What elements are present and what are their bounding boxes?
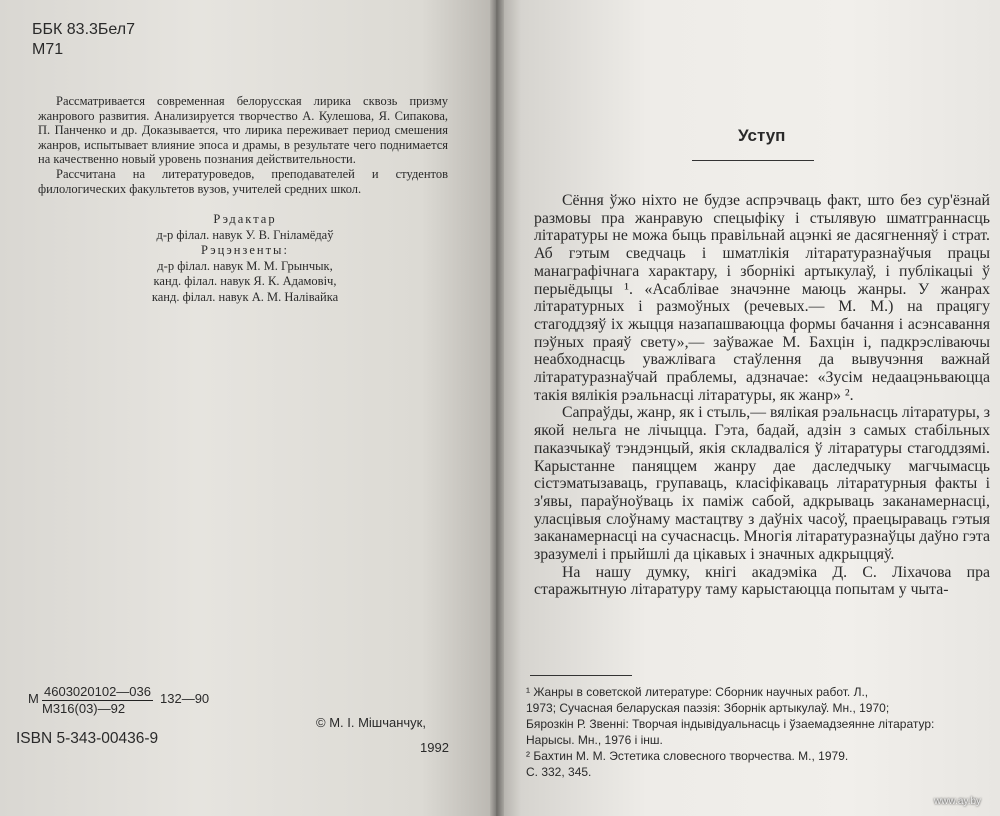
footnote-line: 1973; Сучасная беларуская паэзія: Зборнік артыкулаў. Мн., 1970; [526,701,890,715]
footnote-line: Нарысы. Мн., 1976 і інш. [526,733,663,747]
footnotes [526,684,984,780]
reviewer: д-р філал. навук М. М. Грынчык, [157,258,333,273]
catalog-fraction [42,684,153,717]
left-page [0,0,496,816]
book-gutter [490,0,504,816]
editor-name: д-р філал. навук У. В. Гніламёдаў [156,227,334,242]
catalog-numerator: 4603020102—036 [44,684,151,699]
annotation [38,94,448,196]
audience-text: Рассчитана на литературоведов, преподавателей и студентов филологических факультетов вузов, учителей средних школ. [38,166,448,196]
catalog-denominator: М316(03)—92 [42,701,126,716]
index-code: М71 [32,41,64,58]
editor-heading: Рэдактар [213,212,277,226]
annotation-text: Рассматривается современная белорусская лирика сквозь призму жанрового развития. Анализируется творчество А. Кулешова, Я. Сипакова, П. Панченко и др. Доказывается, что лирика переживает период смешения жанров, испытывает влияние эпоса и драмы, в результате чего поднимается на качественно новый уровень познания действительности. [38,94,448,167]
footnote-line: С. 332, 345. [526,765,592,779]
paragraph: На нашу думку, кнігі акадэміка Д. С. Ліхачова пра старажытную літаратуру таму карыстаюцца попытам у чыта- [534,563,990,599]
paragraph: Сапраўды, жанр, як і стыль,— вялікая рэальнасць літаратуры, з якой нельга не лічыцца. Гэта, бадай, адзін з самых стабільных паказчыкаў тэндэнцый, якія складваліся ў літаратуры стагоддзямі. Карыстанне паняццем жанру дае даследчыку магчымасць сістэматызаваць, групаваць, класіфікаваць літаратурныя факты і з'явы, параўноўваць іх паміж сабой, адкрываць заканамернасці, уласцівыя слоўнаму мастацтву з даўніх часоў, праецыраваць гэтыя заканамернасці на сучаснасць. Многія літаратуразнаўцы даўно гэта зразумелі і прыйшлі да цікавых і значных адкрыццяў. [534,404,990,564]
copyright: © М. І. Мішчанчук, [316,715,426,730]
right-page [496,0,1000,816]
bbk-code: ББК 83.3Бел7 [32,21,136,38]
bbk-block [32,20,135,60]
reviewers-heading: Рэцэнзенты: [201,243,289,257]
reviewer: канд. філал. навук А. М. Налівайка [151,289,339,304]
footnote-line: Бярозкін Р. Звенні: Творчая індывідуальнасць і ўзаемадзеянне літаратур: [526,717,935,731]
body-text [534,192,990,599]
footnote-rule [530,675,632,676]
footnote-line: ² Бахтин М. М. Эстетика словесного творчества. М., 1979. [526,749,849,763]
paragraph: Сёння ўжо ніхто не будзе аспрэчваць факт, што без сур'ёзнай размовы пра жанравую спецыфіку і стылявую шматграннасць літаратуры не можа быць правільнай ацэнкі яе дасягненняў і страт. Аб гэтым сведчаць і шматлікія літаратуразнаўчыя працы манаграфічнага характару, і зборнікі артыкулаў, і публікацыі ў перыёдыцы ¹. «Асаблівае значэнне маюць жанры. У жанрах літаратурных і размоўных (речевых.— М. М.) на працягу стагоддзяў іх жыцця назапашваюцца формы бачання і асэнсавання пэўных праяў свету»,— заўважае М. Бахцін і, падкрэсліваючы неабходнасць уважлівага стаўлення да вывучэння важнай літаратуразнаўчай праблемы, адзначае: «Зусім недаацэньваюцца такія вялікія рэальнасці літаратуры, як жанр» ². [534,192,990,404]
isbn: ISBN 5-343-00436-9 [16,730,159,747]
catalog-tail: 132—90 [160,691,210,706]
watermark: www.ay.by [934,796,982,807]
publication-year: 1992 [420,740,449,755]
reviewer: канд. філал. навук Я. К. Адамовіч, [153,274,337,288]
footnote-line: ¹ Жанры в советской литературе: Сборник научных работ. Л., [526,685,869,699]
chapter-title: Уступ [738,126,786,145]
catalog-m: М [28,691,39,706]
credits [80,212,410,305]
title-rule [692,160,814,161]
